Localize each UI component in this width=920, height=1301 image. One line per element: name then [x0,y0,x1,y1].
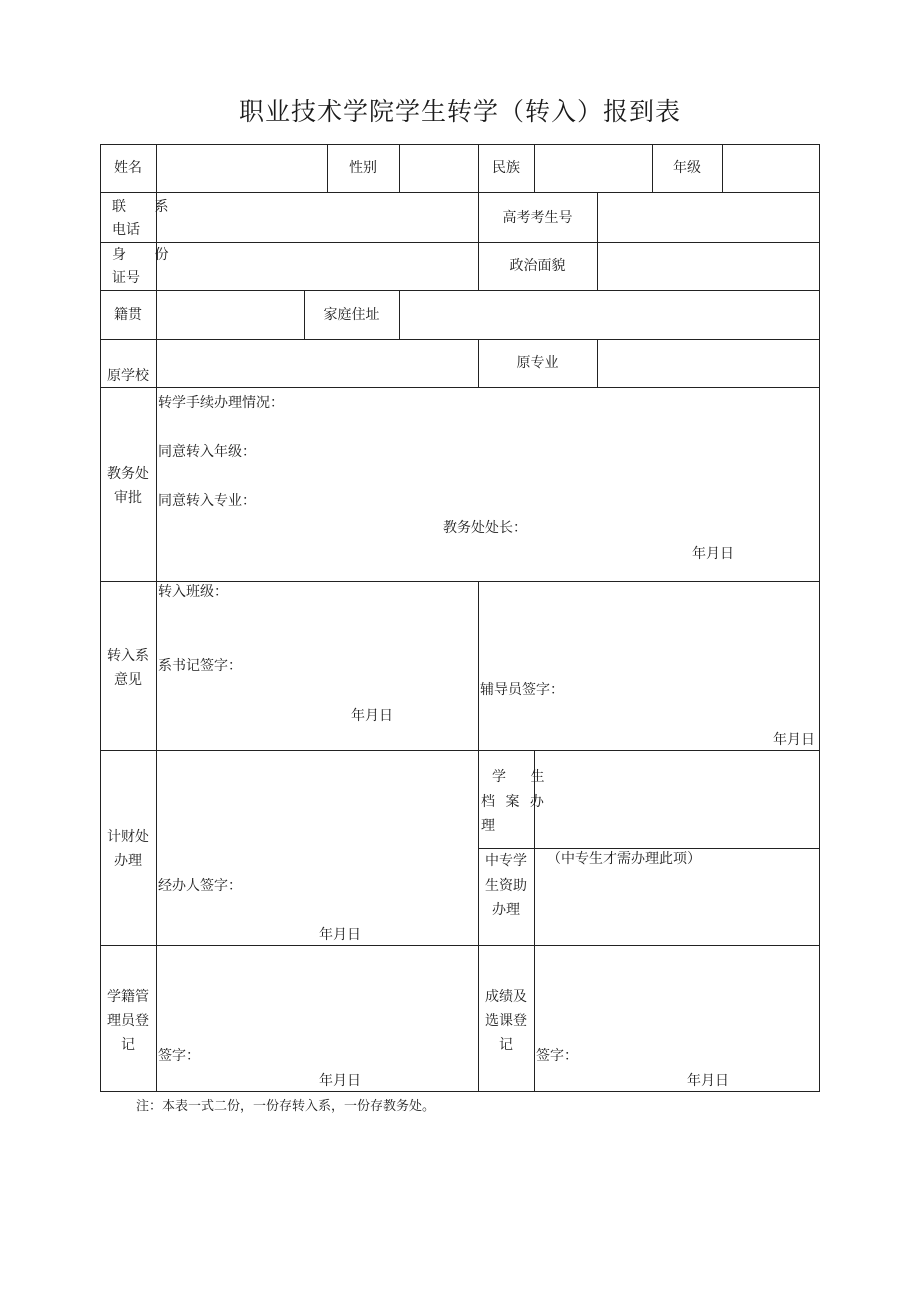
aid-label-line1: 中专学 [485,853,527,869]
finance-label-line1: 计财处 [107,829,149,845]
table-border-bottom [100,1091,820,1092]
transfer-procedure-label: 转学手续办理情况： [158,395,284,411]
aid-label-line2: 生资助 [485,878,527,894]
row-divider [100,387,820,388]
table-border-right [819,144,820,1092]
exam-number-label: 高考考生号 [502,210,573,226]
phone-label-line2: 电话 [112,222,140,238]
col-divider [399,290,400,339]
gender-label: 性别 [349,160,377,176]
transfer-class-label: 转入班级： [158,584,228,600]
finance-label-line2: 办理 [114,853,142,869]
archive-label-line3: 理 [481,818,495,834]
archive-label-line1: 学 生 [492,769,555,785]
counselor-signature-label: 辅导员签字： [480,682,564,698]
grade-label: 年级 [673,160,701,176]
approved-grade-label: 同意转入年级： [158,444,256,460]
col-divider [534,144,535,192]
aid-label-line3: 办理 [492,902,520,918]
registry-date: 年月日 [319,1073,361,1089]
col-divider [399,144,400,192]
native-place-label: 籍贯 [114,307,142,323]
approved-major-label: 同意转入专业： [158,493,256,509]
id-label-line1: 身 份 [112,247,181,263]
handler-signature-label: 经办人签字： [158,878,242,894]
political-status-label: 政治面貌 [509,258,566,274]
academic-affairs-label-line1: 教务处 [107,466,149,482]
department-date-right: 年月日 [773,732,815,748]
director-signature-label: 教务处处长： [443,520,527,536]
former-major-label: 原专业 [516,355,559,371]
aid-note: （中专生才需办理此项） [547,851,701,867]
registry-signature-label: 签字： [158,1048,200,1064]
registry-label-line3: 记 [121,1037,135,1053]
ethnicity-label: 民族 [492,160,520,176]
registry-label-line2: 理员登 [107,1013,149,1029]
department-label-line2: 意见 [114,672,142,688]
finance-date: 年月日 [319,927,361,943]
home-address-label: 家庭住址 [323,307,380,323]
grades-signature-label: 签字： [536,1048,578,1064]
grades-label-line1: 成绩及 [485,989,527,1005]
table-border-top [100,144,820,145]
row-divider [100,192,820,193]
secretary-signature-label: 系书记签字： [158,658,242,674]
name-label: 姓名 [114,160,142,176]
grades-date: 年月日 [687,1073,729,1089]
col-divider [156,144,157,1092]
department-date-left: 年月日 [351,708,393,724]
col-divider [597,339,598,387]
id-label-line2: 证号 [112,270,140,286]
row-divider [100,339,820,340]
col-divider [722,144,723,192]
row-divider [100,290,820,291]
grades-label-line3: 记 [499,1037,513,1053]
page-title: 职业技术学院学生转学（转入）报到表 [238,97,681,126]
department-label-line1: 转入系 [107,648,149,664]
col-divider [597,192,598,290]
phone-label-line1: 联 系 [112,199,181,215]
row-divider [100,242,820,243]
row-divider [100,945,820,946]
academic-affairs-label-line2: 审批 [114,490,142,506]
academic-date: 年月日 [692,546,734,562]
former-school-label: 原学校 [107,368,149,384]
registry-label-line1: 学籍管 [107,989,149,1005]
table-border-left [100,144,101,1092]
archive-label-line2: 档 案 办 [481,794,547,810]
footnote: 注：本表一式二份，一份存转入系，一份存教务处。 [136,1099,436,1114]
grades-label-line2: 选课登 [485,1013,527,1029]
row-divider [100,750,820,751]
